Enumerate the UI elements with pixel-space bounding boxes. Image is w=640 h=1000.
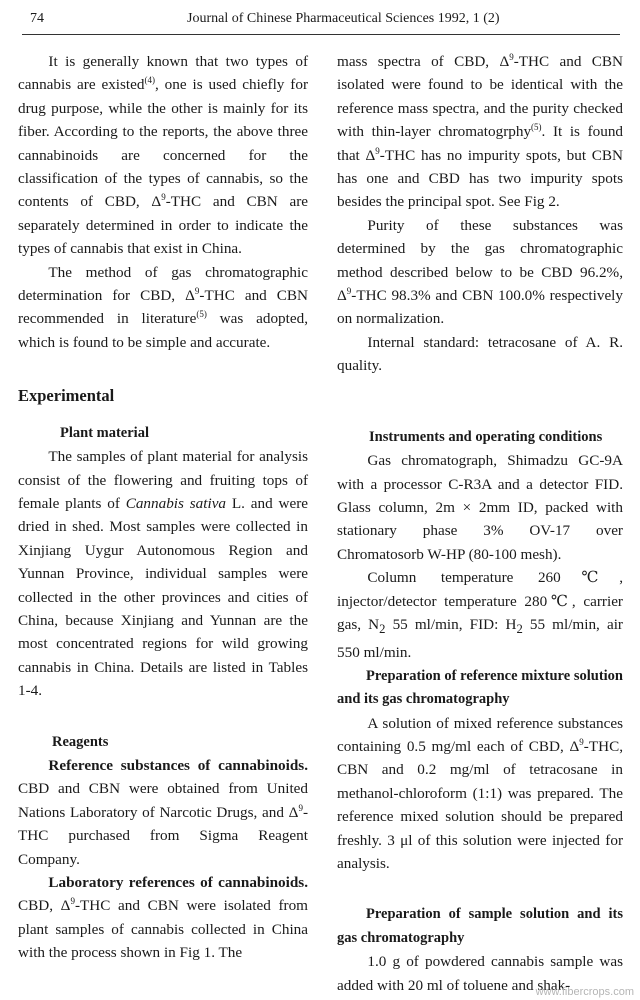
subheading-instruments: Instruments and operating conditions [369, 428, 603, 445]
header-rule [22, 34, 620, 35]
journal-title: Journal of Chinese Pharmaceutical Sciences 1992, 1 (2) [187, 11, 500, 26]
citation: (5) [531, 122, 542, 133]
subheading-reagents: Reagents [52, 733, 109, 750]
paragraph-internal-standard: Internal standard: tetracosane of A. R. quality. [337, 333, 623, 375]
watermark: www.fibercrops.com [535, 986, 634, 998]
left-column [18, 50, 308, 965]
paragraph-mass-spectra: mass spectra of CBD, $\Delta^9$-THC and CBN isolated were found to be identical with the reference mass spectra, and the purity checked with thin-layer chromatogrphy$^{(5)}$. It is found that $\Delta^9$-THC has no impurity spots, but CBN has one and CBD has two impurity spots besides the principal spot. See Fig 2. [337, 51, 624, 211]
section-heading-experimental: Experimental [18, 386, 115, 406]
paragraph-purity: Purity of these substances was determined by the gas chromatographic method described below to be CBD 96.2%, $\Delta^9$-THC 98.3% and CBN 100.0% respectively on normalization. [337, 216, 623, 328]
paragraph-method: The method of gas chromatographic determination for CBD, $\Delta^9$-THC and CBN recommended in literature$^{(5)}$ was adopted, which is found to be simple and accurate. [18, 263, 308, 351]
paragraph-preparation-sample: 1.0 g of powdered cannabis sample was added with 20 ml of toluene and shak- [337, 953, 623, 994]
paragraph-preparation-reference: A solution of mixed reference substances containing 0.5 mg/ml each of CBD, $\Delta^9$-THC, CBN and 0.2 mg/ml of tetracosane in methanol-chloroform (1:1) was prepared. The reference mixed solution should be prepared freshly. 3 μl of this solution were injected for analysis. [337, 714, 623, 873]
paragraph-reference-substances: Reference substances of cannabinoids. CBD and CBN were obtained from United Nations Laboratory of Narcotic Drugs, and $\Delta^9$-THC purchased from Sigma Reagent Company. [18, 756, 308, 868]
subheading-plant-material: Plant material [60, 424, 149, 441]
citation: (4) [144, 75, 155, 86]
running-header [22, 8, 622, 30]
paragraph-lab-references: Laboratory references of cannabinoids. CBD, $\Delta^9$-THC and CBN were isolated from plant samples of cannabis collected in China with the process shown in Fig 1. The [18, 874, 308, 962]
citation: (5) [196, 309, 207, 320]
subheading-preparation-sample: Preparation of sample solution and its gas chromatography [337, 906, 623, 946]
subheading-preparation-reference: Preparation of reference mixture solution and its gas chromatography [337, 667, 623, 708]
paragraph-plant-material: The samples of plant material for analysis consist of the flowering and fruiting tops of female plants of Cannabis sativa L. and were dried in shed. Most samples were collected in Xinjiang Uygur Autonomous Region and Yunnan Province, individual samples were collected in the other provinces and cities of China, because Xinjiang and Yunnan are the most concentrated regions for wild growing cannabis in China. Details are listed in Tables 1-4. [18, 448, 308, 700]
right-column [337, 50, 623, 997]
paragraph-instruments: Gas chromatograph, Shimadzu GC-9A with a processor C-R3A and a detector FID. Glass column, 2m × 2mm ID, packed with stationary phase 3% OV-17 over Chromatosorb W-HP (80-100 mesh). [337, 452, 623, 563]
paragraph-cannabis-types: It is generally known that two types of cannabis are existed$^{(4)}$, one is used chiefly for drug purpose, while the other is mainly for its fiber. According to the reports, the above three cannabinoids are concerned for the classification of the types of cannabis, so the contents of CBD, $\Delta^9$-THC and CBN are separately determined in order to indicate the types of cannabis that exist in China. [18, 53, 308, 258]
paragraph-operating-conditions: Column temperature 260℃, injector/detector temperature 280℃, carrier gas, $N_2$ 55 ml/min, FID: $H_2$ 55 ml/min, air 550 ml/min. [337, 569, 623, 662]
page-number: 74 [30, 11, 44, 26]
